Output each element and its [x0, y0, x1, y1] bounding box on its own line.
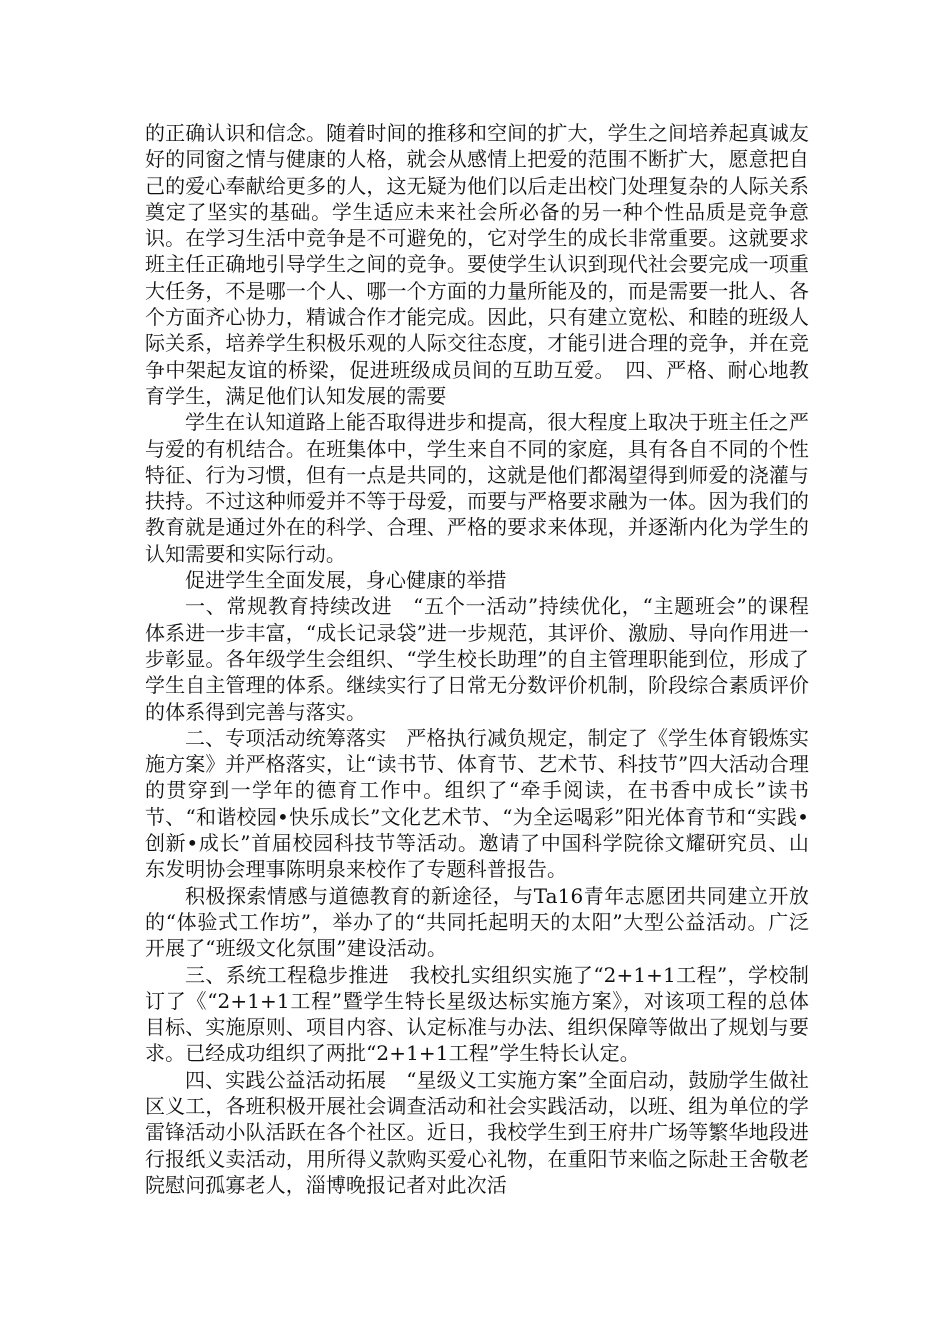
paragraph-1: 的正确认识和信念。随着时间的推移和空间的扩大，学生之间培养起真诚友好的同窗之情与健康的人格，就会从感情上把爱的范围不断扩大，愿意把自己的爱心奉献给更多的人，这无疑为他们以后走出校门处理复杂的人际关系奠定了坚实的基础。学生适应未来社会所必备的另一种个性品质是竞争意识。在学习生活中竞争是不可避免的，它对学生的成长非常重要。这就要求班主任正确地引导学生之间的竞争。要使学生认识到现代社会要完成一项重大任务，不是哪一个人、哪一个方面的力量所能及的，而是需要一批人、各个方面齐心协力，精诚合作才能完成。因此，只有建立宽松、和睦的班级人际关系，培养学生积极乐观的人际交往态度，才能引进合理的竞争，并在竞争中架起友谊的桥梁，促进班级成员间的互助互爱。 四、严格、耐心地教育学生，满足他们认知发展的需要 [145, 121, 809, 408]
paragraph-8: 四、实践公益活动拓展 “星级义工实施方案”全面启动，鼓励学生做社区义工，各班积极开展社会调查活动和社会实践活动，以班、组为单位的学雷锋活动小队活跃在各个社区。近日，我校学生到王府井广场等繁华地段进行报纸义卖活动，用所得义款购买爱心礼物，在重阳节来临之际赴王舍敬老院慰问孤寡老人，淄博晚报记者对此次活 [145, 1067, 809, 1197]
paragraph-5: 二、专项活动统筹落实 严格执行减负规定，制定了《学生体育锻炼实施方案》并严格落实，让“读书节、体育节、艺术节、科技节”四大活动合理的贯穿到一学年的德育工作中。组织了“牵手阅读，在书香中成长”读书节、“和谐校园•快乐成长”文化艺术节、“为全运喝彩”阳光体育节和“实践•创新•成长”首届校园科技节等活动。邀请了中国科学院徐文耀研究员、山东发明协会理事陈明泉来校作了专题科普报告。 [145, 725, 809, 882]
paragraph-3: 促进学生全面发展，身心健康的举措 [185, 568, 507, 593]
paragraph-6: 积极探索情感与道德教育的新途径，与Ta16青年志愿团共同建立开放的“体验式工作坊”，举办了的“共同托起明天的太阳”大型公益活动。广泛开展了“班级文化氛围”建设活动。 [145, 883, 809, 961]
document-body [145, 120, 809, 1198]
paragraph-4: 一、常规教育持续改进 “五个一活动”持续优化，“主题班会”的课程体系进一步丰富，“成长记录袋”进一步规范，其评价、激励、导向作用进一步彰显。各年级学生会组织、“学生校长助理”的自主管理职能到位，形成了学生自主管理的体系。继续实行了日常无分数评价机制，阶段综合素质评价的体系得到完善与落实。 [145, 594, 809, 724]
paragraph-2: 学生在认知道路上能否取得进步和提高，很大程度上取决于班主任之严与爱的有机结合。在班集体中，学生来自不同的家庭，具有各自不同的个性特征、行为习惯，但有一点是共同的，这就是他们都渴望得到师爱的浇灌与扶持。不过这种师爱并不等于母爱，而要与严格要求融为一体。因为我们的教育就是通过外在的科学、合理、严格的要求来体现，并逐渐内化为学生的认知需要和实际行动。 [145, 410, 809, 566]
paragraph-7: 三、系统工程稳步推进 我校扎实组织实施了“2+1+1工程”，学校制订了《“2+1+1工程”暨学生特长星级达标实施方案》，对该项工程的总体目标、实施原则、项目内容、认定标准与办法、组织保障等做出了规划与要求。已经成功组织了两批“2+1+1工程”学生特长认定。 [145, 962, 809, 1066]
